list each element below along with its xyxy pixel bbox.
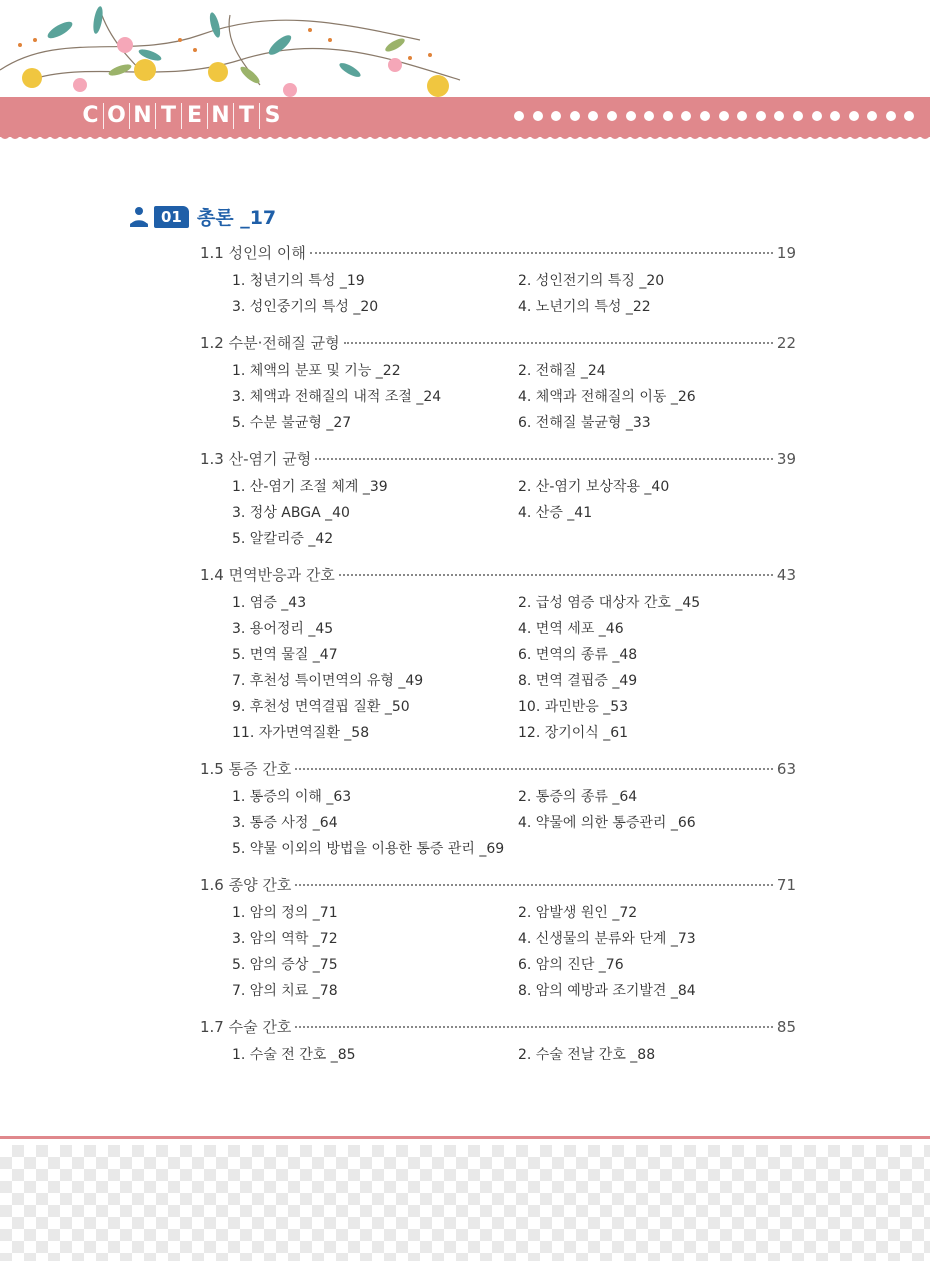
toc-item[interactable]: 5. 수분 불균형 _27 — [232, 415, 352, 431]
section-heading[interactable] — [200, 448, 796, 470]
dot-leader — [295, 1026, 773, 1028]
toc-item[interactable]: 6. 전해질 불균형 _33 — [518, 415, 651, 431]
section-heading[interactable] — [200, 332, 796, 354]
section-heading[interactable] — [200, 1016, 796, 1038]
toc-section — [200, 242, 796, 320]
toc-item[interactable]: 3. 암의 역학 _72 — [232, 931, 338, 947]
section-items — [232, 590, 796, 746]
toc-item[interactable]: 2. 성인전기의 특징 _20 — [518, 273, 665, 289]
toc-item[interactable]: 12. 장기이식 _61 — [518, 725, 629, 741]
toc-item[interactable]: 8. 면역 결핍증 _49 — [518, 673, 638, 689]
toc-item[interactable]: 9. 후천성 면역결핍 질환 _50 — [232, 699, 410, 715]
toc-item[interactable]: 6. 면역의 종류 _48 — [518, 647, 638, 663]
banner-dot — [793, 111, 803, 121]
toc-item[interactable]: 1. 암의 정의 _71 — [232, 905, 338, 921]
toc-item[interactable]: 2. 산-염기 보상작용 _40 — [518, 479, 670, 495]
dot-leader — [310, 252, 773, 254]
dot-leader — [339, 574, 773, 576]
toc-item[interactable]: 2. 급성 염증 대상자 간호 _45 — [518, 595, 701, 611]
toc-item[interactable]: 1. 청년기의 특성 _19 — [232, 273, 365, 289]
banner-dot — [886, 111, 896, 121]
section-items — [232, 784, 796, 862]
banner-dot — [644, 111, 654, 121]
chapter-title: 총론 _17 — [196, 207, 277, 229]
banner-dot — [607, 111, 617, 121]
section-items — [232, 474, 796, 552]
toc-item[interactable]: 1. 염증 _43 — [232, 595, 307, 611]
chapter-heading — [128, 203, 276, 230]
section-title: 1.1 성인의 이해 — [200, 244, 306, 262]
section-page: 71 — [776, 876, 796, 894]
section-page: 19 — [776, 244, 796, 262]
banner-dot — [570, 111, 580, 121]
section-page: 22 — [776, 334, 796, 352]
banner-dot — [756, 111, 766, 121]
banner-dot — [867, 111, 877, 121]
toc-section — [200, 564, 796, 746]
section-items — [232, 900, 796, 1004]
toc-item[interactable]: 2. 통증의 종류 _64 — [518, 789, 638, 805]
banner-dot — [626, 111, 636, 121]
toc-section — [200, 874, 796, 1004]
banner-dot — [774, 111, 784, 121]
person-icon — [128, 205, 150, 229]
toc-item[interactable]: 2. 암발생 원인 _72 — [518, 905, 638, 921]
contents-title — [78, 101, 285, 131]
section-items — [232, 358, 796, 436]
toc-item[interactable]: 7. 암의 치료 _78 — [232, 983, 338, 999]
dot-leader — [315, 458, 773, 460]
title-letter: T — [234, 103, 260, 129]
title-letter: S — [264, 103, 281, 128]
banner-dot — [737, 111, 747, 121]
section-title: 1.5 통증 간호 — [200, 760, 292, 778]
toc-item[interactable]: 7. 후천성 특이면역의 유형 _49 — [232, 673, 424, 689]
toc-item[interactable]: 3. 체액과 전해질의 내적 조절 _24 — [232, 389, 442, 405]
section-page: 43 — [776, 566, 796, 584]
banner-dot — [904, 111, 914, 121]
section-title: 1.4 면역반응과 간호 — [200, 566, 335, 584]
toc-item[interactable]: 1. 수술 전 간호 _85 — [232, 1047, 356, 1063]
banner-dot — [681, 111, 691, 121]
chapter-number: 01 — [154, 206, 189, 228]
section-title: 1.2 수분·전해질 균형 — [200, 334, 340, 352]
toc-item[interactable]: 3. 정상 ABGA _40 — [232, 505, 350, 521]
toc-section — [200, 332, 796, 436]
toc-item[interactable]: 1. 체액의 분포 및 기능 _22 — [232, 363, 401, 379]
toc-item[interactable]: 1. 산-염기 조절 체계 _39 — [232, 479, 388, 495]
banner-dot — [812, 111, 822, 121]
banner-dot — [830, 111, 840, 121]
section-page: 63 — [776, 760, 796, 778]
section-title: 1.7 수술 간호 — [200, 1018, 292, 1036]
section-heading[interactable] — [200, 758, 796, 780]
footer-pattern — [0, 1145, 930, 1261]
banner-dot — [663, 111, 673, 121]
section-page: 39 — [776, 450, 796, 468]
footer-divider — [0, 1136, 930, 1139]
title-letter: C — [78, 103, 104, 129]
banner-dot — [700, 111, 710, 121]
toc-item[interactable]: 10. 과민반응 _53 — [518, 699, 629, 715]
toc-item[interactable]: 6. 암의 진단 _76 — [518, 957, 624, 973]
section-title: 1.3 산-염기 균형 — [200, 450, 312, 468]
toc-section — [200, 448, 796, 552]
toc-item[interactable]: 4. 산증 _41 — [518, 505, 593, 521]
banner-dot — [551, 111, 561, 121]
banner-dot — [719, 111, 729, 121]
toc-item[interactable]: 1. 통증의 이해 _63 — [232, 789, 352, 805]
title-letter: N — [208, 103, 234, 129]
toc-item[interactable]: 5. 암의 증상 _75 — [232, 957, 338, 973]
title-letter: N — [130, 103, 156, 129]
banner-dot — [849, 111, 859, 121]
title-letter: O — [104, 103, 130, 129]
toc-item[interactable]: 5. 약물 이외의 방법을 이용한 통증 관리 _69 — [232, 841, 505, 857]
floral-decoration — [0, 0, 470, 110]
dot-leader — [344, 342, 773, 344]
banner-dot — [533, 111, 543, 121]
dot-leader — [295, 768, 773, 770]
banner-scallop-edge — [0, 130, 930, 144]
toc-item[interactable]: 3. 용어정리 _45 — [232, 621, 334, 637]
toc-item[interactable]: 4. 면역 세포 _46 — [518, 621, 624, 637]
toc-item[interactable]: 5. 알칼리증 _42 — [232, 531, 334, 547]
banner-dot — [588, 111, 598, 121]
section-heading[interactable] — [200, 564, 796, 586]
toc-section — [200, 758, 796, 862]
section-items — [232, 1042, 796, 1068]
toc-item[interactable]: 4. 신생물의 분류와 단계 _73 — [518, 931, 696, 947]
title-letter: T — [156, 103, 182, 129]
toc-item[interactable]: 4. 약물에 의한 통증관리 _66 — [518, 815, 696, 831]
section-items — [232, 268, 796, 320]
toc-item[interactable]: 2. 전해질 _24 — [518, 363, 606, 379]
toc-item[interactable]: 3. 성인중기의 특성 _20 — [232, 299, 379, 315]
banner-dots — [514, 111, 914, 121]
toc-item[interactable]: 4. 노년기의 특성 _22 — [518, 299, 651, 315]
toc-item[interactable]: 3. 통증 사정 _64 — [232, 815, 338, 831]
table-of-contents — [200, 242, 796, 1068]
toc-item[interactable]: 2. 수술 전날 간호 _88 — [518, 1047, 656, 1063]
toc-item[interactable]: 11. 자가면역질환 _58 — [232, 725, 370, 741]
section-page: 85 — [776, 1018, 796, 1036]
section-heading[interactable] — [200, 874, 796, 896]
section-title: 1.6 종양 간호 — [200, 876, 292, 894]
toc-item[interactable]: 8. 암의 예방과 조기발견 _84 — [518, 983, 696, 999]
section-heading[interactable] — [200, 242, 796, 264]
toc-item[interactable]: 5. 면역 물질 _47 — [232, 647, 338, 663]
title-letter: E — [182, 103, 208, 129]
banner-dot — [514, 111, 524, 121]
dot-leader — [295, 884, 773, 886]
toc-item[interactable]: 4. 체액과 전해질의 이동 _26 — [518, 389, 696, 405]
toc-section — [200, 1016, 796, 1068]
